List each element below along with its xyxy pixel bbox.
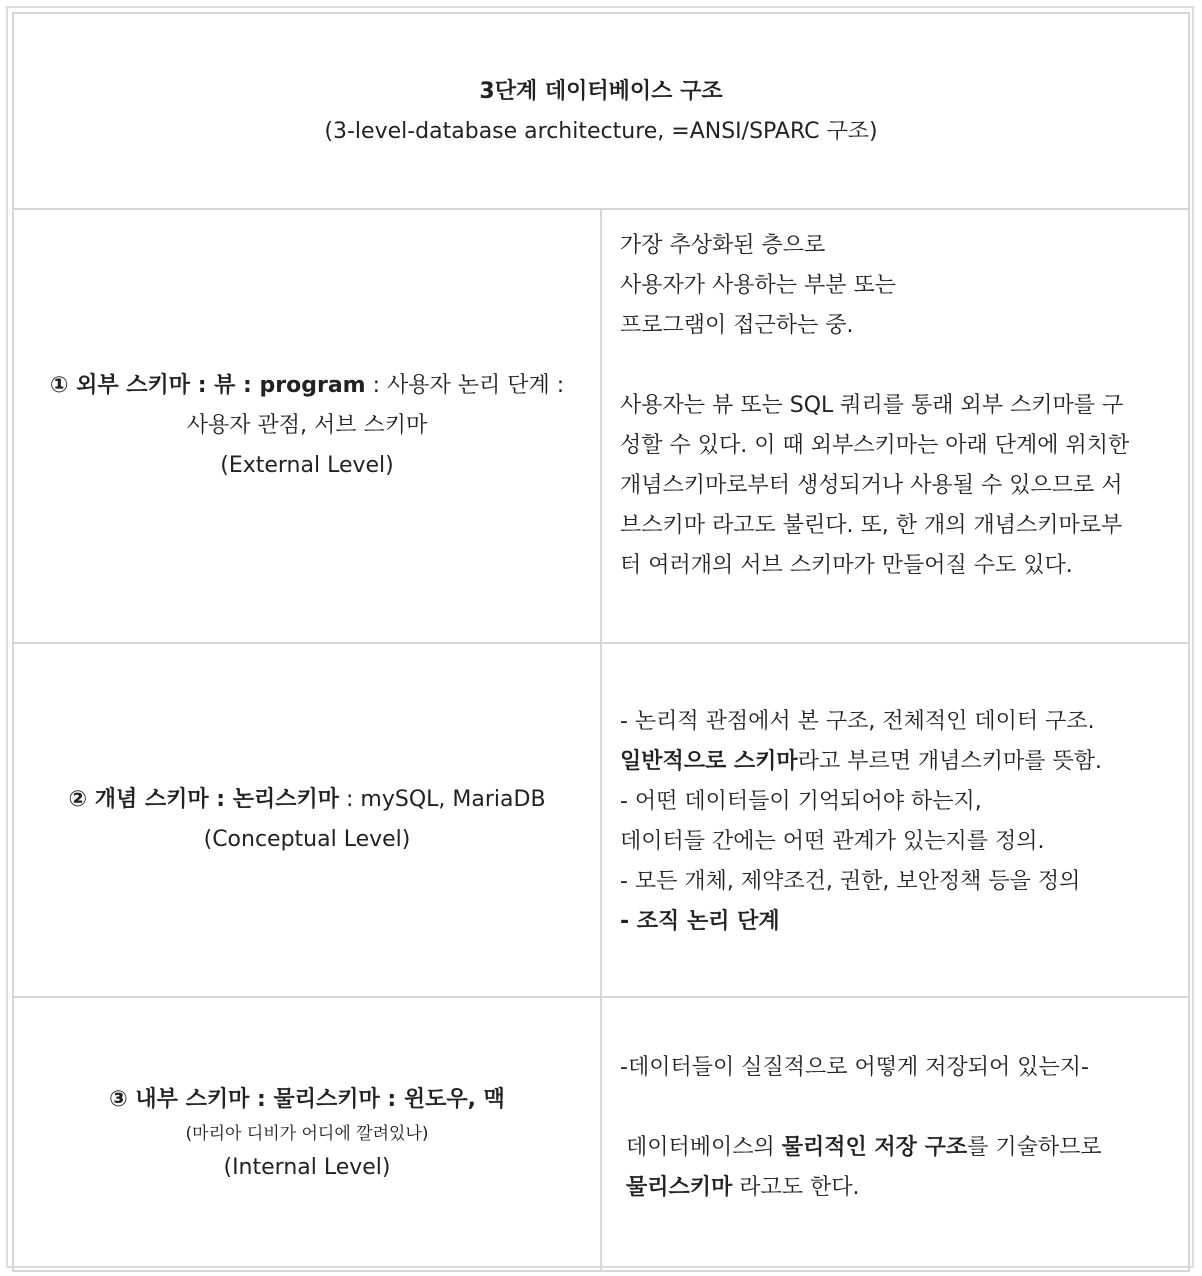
external-level-desc-cell bbox=[601, 209, 1189, 643]
blank-line bbox=[620, 346, 1170, 386]
table-row-conceptual bbox=[13, 643, 1189, 997]
desc-line: 사용자는 뷰 또는 SQL 쿼리를 통래 외부 스키마를 구 bbox=[620, 393, 1124, 418]
table-row-external bbox=[13, 209, 1189, 643]
external-level-name: (External Level) bbox=[220, 453, 394, 478]
external-schema-desc: : 사용자 논리 단계 : bbox=[365, 373, 565, 398]
desc-line: - 논리적 관점에서 본 구조, 전체적인 데이터 구조. bbox=[620, 709, 1095, 734]
title-cell bbox=[13, 13, 1189, 209]
conceptual-schema-bold: ② 개념 스키마 : 논리스키마 bbox=[68, 787, 340, 812]
table-subtitle: (3-level-database architecture, =ANSI/SPARC 구조) bbox=[324, 119, 878, 144]
desc-line bbox=[620, 742, 1170, 782]
desc-line: 사용자가 사용하는 부분 또는 bbox=[620, 273, 897, 298]
desc-text: 를 기술하므로 bbox=[967, 1135, 1102, 1160]
desc-text: 라고 부르면 개념스키마를 뜻함. bbox=[797, 749, 1102, 774]
title-row bbox=[13, 13, 1189, 209]
desc-line: - 모든 개체, 제약조건, 권한, 보안정책 등을 정의 bbox=[620, 869, 1081, 894]
internal-schema-note: (마리아 디비가 어디에 깔려있나) bbox=[185, 1124, 429, 1144]
desc-text: 데이터베이스의 bbox=[626, 1135, 782, 1160]
emphasis-text: 물리적인 저장 구조 bbox=[781, 1135, 968, 1160]
internal-level-label-cell bbox=[13, 997, 601, 1271]
schema-table bbox=[12, 12, 1190, 1272]
desc-text: 라고도 한다. bbox=[732, 1175, 860, 1200]
conceptual-level-name: (Conceptual Level) bbox=[203, 827, 411, 852]
conceptual-schema-heading bbox=[14, 780, 600, 820]
internal-level-name: (Internal Level) bbox=[223, 1155, 391, 1180]
emphasis-text: 물리스키마 bbox=[626, 1175, 733, 1200]
internal-schema-heading: ③ 내부 스키마 : 물리스키마 : 윈도우, 맥 bbox=[109, 1087, 505, 1112]
desc-line bbox=[620, 1168, 1170, 1208]
desc-line: 가장 추상화된 층으로 bbox=[620, 233, 826, 258]
desc-line: 데이터들 간에는 어떤 관계가 있는지를 정의. bbox=[620, 829, 1045, 854]
external-schema-line2: 사용자 관점, 서브 스키마 bbox=[186, 413, 428, 438]
internal-level-desc-cell bbox=[601, 997, 1189, 1271]
desc-line: 터 여러개의 서브 스키마가 만들어질 수도 있다. bbox=[620, 553, 1073, 578]
desc-line bbox=[620, 1128, 1170, 1168]
desc-line: 성할 수 있다. 이 때 외부스키마는 아래 단계에 위치한 bbox=[620, 433, 1130, 458]
table-row-internal bbox=[13, 997, 1189, 1271]
desc-line: 브스키마 라고도 불린다. 또, 한 개의 개념스키마로부 bbox=[620, 513, 1123, 538]
conceptual-schema-desc: : mySQL, MariaDB bbox=[339, 787, 546, 812]
external-level-label-cell bbox=[13, 209, 601, 643]
desc-line: 개념스키마로부터 생성되거나 사용될 수 있으므로 서 bbox=[620, 473, 1123, 498]
external-schema-heading bbox=[14, 366, 600, 406]
external-schema-bold: ① 외부 스키마 : 뷰 : program bbox=[49, 373, 366, 398]
table-title: 3단계 데이터베이스 구조 bbox=[479, 79, 723, 104]
desc-line: -데이터들이 실질적으로 어떻게 저장되어 있는지- bbox=[620, 1055, 1089, 1080]
blank-line bbox=[620, 1088, 1170, 1128]
desc-line: 프로그램이 접근하는 중. bbox=[620, 313, 854, 338]
emphasis-text: 일반적으로 스키마 bbox=[620, 749, 798, 774]
desc-line-bold: - 조직 논리 단계 bbox=[620, 909, 780, 934]
conceptual-level-label-cell bbox=[13, 643, 601, 997]
desc-line: - 어떤 데이터들이 기억되어야 하는지, bbox=[620, 789, 982, 814]
conceptual-level-desc-cell bbox=[601, 643, 1189, 997]
